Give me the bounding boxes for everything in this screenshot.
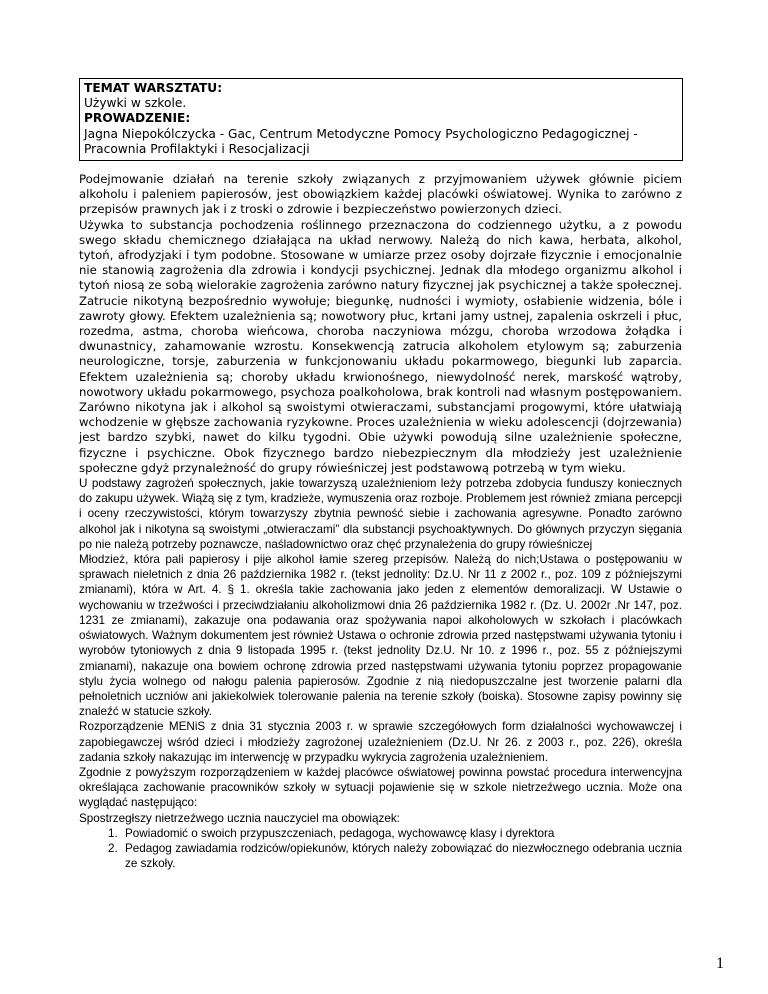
procedure-list [79, 826, 682, 872]
list-item: 2. Pedagog zawiadamia rodziców/opiekunów, których należy zobowiązać do niezwłocznego odebrania ucznia ze szkoły. [121, 841, 682, 871]
topic-label: TEMAT WARSZTATU: [84, 81, 223, 95]
paragraph: Używka to substancja pochodzenia roślinnego przeznaczona do codziennego użytku, a z powodu swego składu chemicznego działająca na układ nerwowy. Należą do nich kawa, herbata, alkohol, tytoń, afrodyzjaki i tym podobne. Stosowane w umiarze przez osoby dojrzałe fizycznie i emocjonalnie nie stanowią zagrożenia dla zdrowia i kondycji psychicznej. Jednak dla młodego organizmu alkohol i tytoń niosą ze sobą wielorakie zagrożenia zarówno natury fizycznej jak psychicznej a także społecznej. Zatrucie nikotyną bezpośrednio wywołuje; biegunkę, nudności i wymioty, osłabienie widzenia, bóle i zawroty głowy. Efektem uzależnienia są; nowotwory płuc, krtani jamy ustnej, zapalenia oskrzeli i płuc, rozedma, astma, choroba wieńcowa, choroba naczyniowa mózgu, choroba wrzodowa żołądka i dwunastnicy, zahamowanie wzrostu. Konsekwencją zatrucia alkoholem etylowym są; zaburzenia neurologiczne, torsje, zaburzenia w funkcjonowaniu układu pokarmowego, biegunki lub zaparcia. Efektem uzależnienia są; choroby układu krwionośnego, niewydolność nerek, marskość wątroby, nowotwory układu pokarmowego, psychoza poalkoholowa, brak kontroli nad własnym postępowaniem. Zarówno nikotyna jak i alkohol są swoistymi otwieraczami, substancjami progowymi, które ułatwiają wchodzenie w głębsze zachowania ryzykowne. Proces uzależnienia w wieku adolescencji (dojrzewania) jest bardzo szybki, nawet do kilku tygodni. Obie używki powodują silne uzależnienie społeczne, fizyczne i psychiczne. Obok fizycznego bardzo niebezpiecznym dla młodzieży jest uzależnienie społeczne gdyż przynależność do grupy rówieśniczej jest podstawową potrzebą w tym wieku. [79, 217, 682, 475]
paragraph: Podejmowanie działań na terenie szkoły związanych z przyjmowaniem używek głównie piciem alkoholu i paleniem papierosów, jest obowiązkiem każdej placówki oświatowej. Wynika to zarówno z przepisów prawnych jak i z troski o zdrowie i bezpieczeństwo powierzonych dzieci. [79, 172, 682, 217]
page-number: 1 [716, 955, 724, 972]
list-item: 1. Powiadomić o swoich przypuszczeniach, pedagoga, wychowawcę klasy i dyrektora [121, 826, 682, 841]
leader-value: Jagna Niepokólczycka - Gac, Centrum Metodyczne Pomocy Psychologiczno Pedagogicznej - Pracownia Profilaktyki i Resocjalizacji [84, 126, 638, 156]
leader-label: PROWADZENIE: [84, 111, 191, 126]
topic-value: Używki w szkole. [84, 96, 187, 111]
paragraph: Młodzież, która pali papierosy i pije alkohol łamie szereg przepisów. Należą do nich;Ustawa o postępowaniu w sprawach nieletnich z dnia 26 października 1982 r. (tekst jednolity: Dz.U. Nr 11 z 2002 r., poz. 109 z późniejszymi zmianami), która w Art. 4. § 1. określa takie zachowania jako jeden z elementów demoralizacji. W Ustawie o wychowaniu w trzeźwości i przeciwdziałaniu alkoholizmowi dnia 26 października 1982 r. (Dz. U. 2002r .Nr 147, poz. 1231 ze zmianami), zakazuje ona podawania oraz spożywania napoi alkoholowych w szkołach i placówkach oświatowych. Ważnym dokumentem jest również Ustawa o ochronie zdrowia przed następstwami używania tytoniu i wyrobów tytoniowych z dnia 9 listopada 1995 r. (tekst jednolity Dz.U. Nr 10. z 1996 r., poz. 55 z późniejszymi zmianami), nakazuje ona bowiem ochronę zdrowia przed następstwami używania tytoniu poprzez propagowanie stylu życia wolnego od nałogu palenia papierosów. Zgodnie z nią niedopuszczalne jest tworzenie palarni dla pełnoletnich uczniów ani jakiekolwiek tolerowanie palenia na terenie szkoły (boiska). Stosowne zapisy powinny się znaleźć w statucie szkoły. [79, 553, 682, 719]
body-text [79, 172, 682, 871]
paragraph: Spostrzegłszy nietrzeźwego ucznia nauczyciel ma obowiązek: [79, 811, 400, 825]
workshop-info-box [79, 78, 683, 161]
paragraph: Rozporządzenie MENiS z dnia 31 stycznia 2003 r. w sprawie szczegółowych form działalności wychowawczej i zapobiegawczej wśród dzieci i młodzieży zagrożonej uzależnieniem (Dz.U. Nr 26. z 2003 r., poz. 226), określa zadania szkoły nakazując im interwencję w przypadku wykrycia zagrożenia uzależnieniem. [79, 720, 682, 764]
paragraph: U podstawy zagrożeń społecznych, jakie towarzyszą uzależnieniom leży potrzeba zdobycia funduszy koniecznych do zakupu używek. Wiążą się z tym, kradzieże, wymuszenia oraz rozboje. Problemem jest również zmiana percepcji i oceny rzeczywistości, którym towarzyszy zbytnia pewność siebie i zachowania agresywne. Ponadto zarówno alkohol jak i nikotyna są swoistymi „otwieraczami” dla substancji psychoaktywnych. Do głównych przyczyn sięgania po nie należą potrzeby poznawcze, naśladownictwo oraz chęć przynależenia do grupy rówieśniczej [79, 477, 682, 551]
paragraph: Zgodnie z powyższym rozporządzeniem w każdej placówce oświatowej powinna powstać procedura interwencyjna określająca zachowanie pracowników szkoły w sytuacji pojawienie się w szkole nietrzeźwego ucznia. Może ona wyglądać następująco: [79, 765, 682, 810]
